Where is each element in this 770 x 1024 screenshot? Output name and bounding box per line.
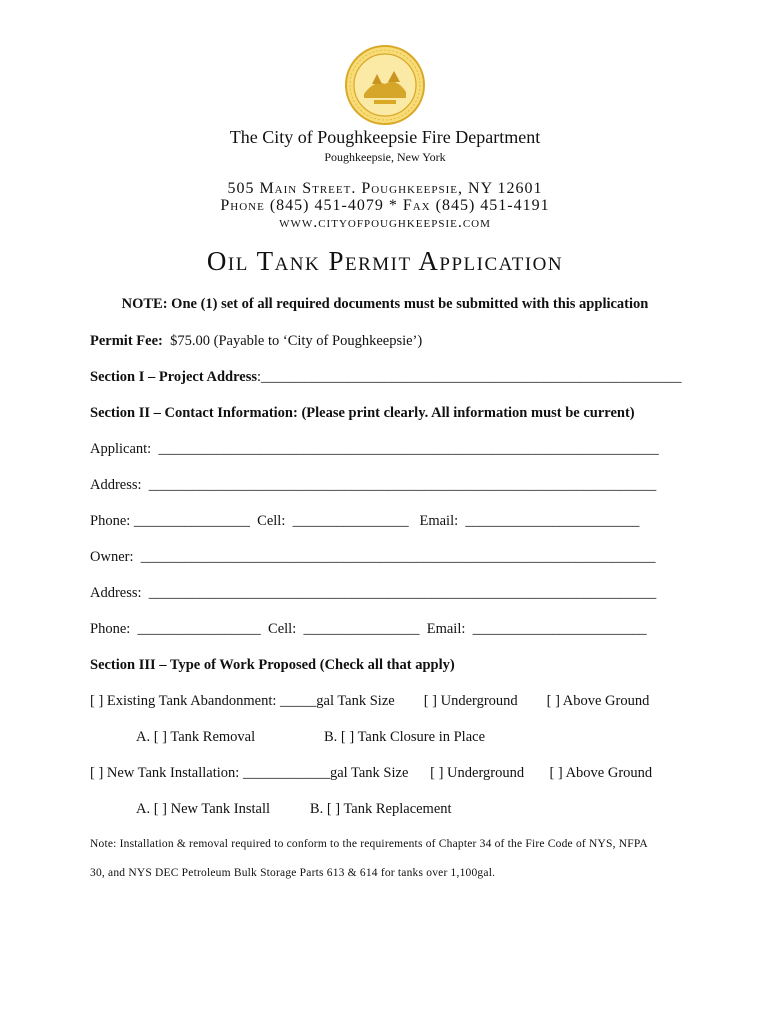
website[interactable]: www.cityofpoughkeepsie.com xyxy=(279,214,491,231)
department-name: The City of Poughkeepsie Fire Department xyxy=(229,127,541,147)
section1-label: Section I – Project Address xyxy=(90,369,258,385)
permit-fee-label: Permit Fee: xyxy=(90,333,163,349)
applicant-address-field[interactable]: Address: ______________________________________________________________________ xyxy=(90,477,657,493)
owner-contact-fields[interactable]: Phone: _________________ Cell: ________________ Email: ________________________ xyxy=(90,621,647,637)
submission-note: NOTE: One (1) set of all required documents must be submitted with this application xyxy=(121,296,649,312)
city-state: Poughkeepsie, New York xyxy=(324,150,446,164)
footnote-line-1: Note: Installation & removal required to conform to the requirements of Chapter 34 of the Fire Code of NYS, NFPA xyxy=(90,838,648,850)
new-tank-row[interactable]: [ ] New Tank Installation: ____________gal Tank Size [ ] Underground [ ] Above Ground xyxy=(90,765,653,781)
permit-fee-value: $75.00 (Payable to ‘City of Poughkeepsie’) xyxy=(162,333,423,349)
applicant-field[interactable]: Applicant: _____________________________________________________________________ xyxy=(90,441,659,457)
owner-address-field[interactable]: Address: ______________________________________________________________________ xyxy=(90,585,657,601)
new-tank-options[interactable]: A. [ ] New Tank Install B. [ ] Tank Replacement xyxy=(136,801,452,817)
city-seal-icon xyxy=(344,44,426,126)
page-title: Oil Tank Permit Application xyxy=(206,246,564,276)
section3-heading: Section III – Type of Work Proposed (Check all that apply) xyxy=(90,657,455,673)
street-address: 505 Main Street. Poughkeepsie, NY 12601 xyxy=(227,180,543,197)
existing-tank-row[interactable]: [ ] Existing Tank Abandonment: _____gal Tank Size [ ] Underground [ ] Above Ground xyxy=(90,693,650,709)
phone-fax: Phone (845) 451-4079 * Fax (845) 451-4191 xyxy=(220,197,550,214)
permit-fee xyxy=(90,333,422,350)
applicant-contact-fields[interactable]: Phone: ________________ Cell: ________________ Email: ________________________ xyxy=(90,513,640,529)
project-address-blank[interactable]: :__________________________________________________________ xyxy=(257,369,682,385)
section2-heading: Section II – Contact Information: (Please print clearly. All information must be current) xyxy=(90,405,635,421)
owner-field[interactable]: Owner: _______________________________________________________________________ xyxy=(90,549,656,565)
footnote-line-2: 30, and NYS DEC Petroleum Bulk Storage Parts 613 & 614 for tanks over 1,100gal. xyxy=(90,867,496,879)
existing-tank-options[interactable]: A. [ ] Tank Removal B. [ ] Tank Closure in Place xyxy=(136,729,486,745)
project-address-field[interactable] xyxy=(90,369,682,386)
